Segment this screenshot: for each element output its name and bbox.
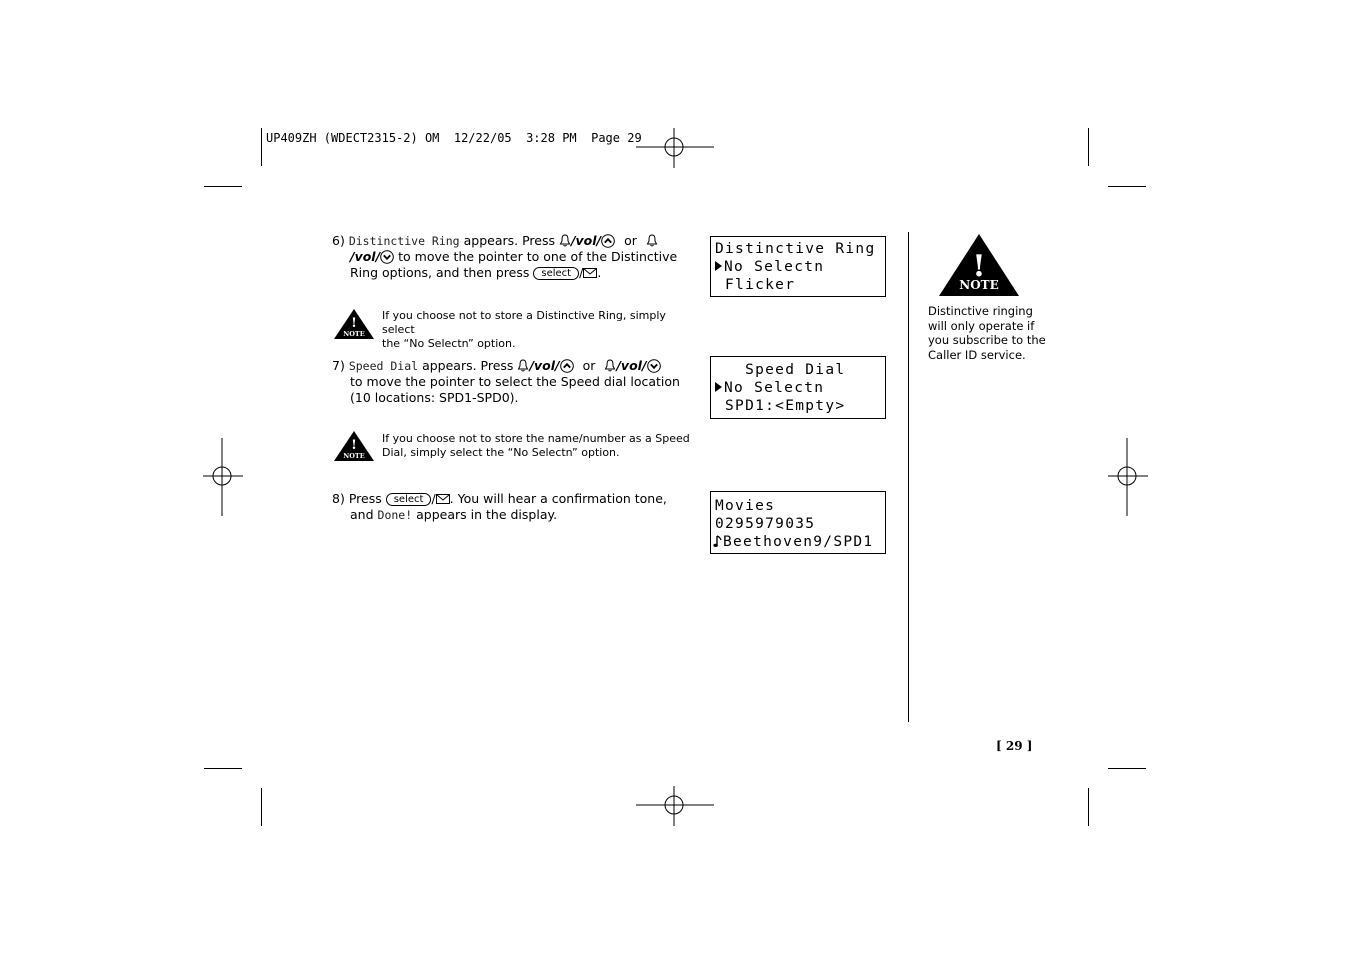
envelope-icon (583, 268, 597, 278)
svg-text:!: ! (351, 316, 357, 331)
step-text: appears. Press (463, 233, 555, 248)
lcd-row: Speed Dial (715, 362, 846, 378)
lcd-row: Beethoven9/SPD1 (711, 533, 885, 551)
down-arrow-circle-icon (647, 359, 661, 373)
sidebar-note-line: you subscribe to the (928, 333, 1046, 347)
step-text: to move the pointer to one of the Distinctive (398, 249, 678, 264)
vol-label: /vol/ (350, 249, 381, 264)
registration-mark-top (636, 128, 716, 168)
crop-mark (1088, 128, 1089, 166)
ringer-bell-icon (646, 234, 658, 247)
step-text: . You will hear a confirmation tone, (449, 491, 667, 506)
step-text: to move the pointer to select the Speed dial location (350, 374, 680, 389)
note-line: If you choose not to store a Distinctive Ring, simply select (382, 309, 666, 336)
slash: / (579, 265, 584, 280)
or-text: or (582, 358, 596, 373)
lcd-screen-distinctive-ring (710, 236, 886, 297)
vol-label: /vol/ (570, 233, 602, 248)
sidebar-note-line: Distinctive ringing (928, 304, 1033, 318)
music-note-icon (713, 534, 723, 548)
crop-mark (204, 768, 242, 769)
page-number: [ 29 ] (996, 739, 1033, 753)
crop-mark (261, 788, 262, 826)
registration-mark-bottom (636, 786, 716, 826)
step-text: appears. Press (422, 358, 514, 373)
lcd-screen-done (710, 491, 886, 554)
lcd-row: SPD1:<Empty> (715, 398, 846, 414)
column-divider (908, 232, 909, 722)
step-6 (332, 233, 702, 281)
crop-mark (261, 128, 262, 166)
print-slug: UP409ZH (WDECT2315-2) OM 12/22/05 3:28 PM Page 29 (266, 131, 642, 145)
select-button: select (533, 267, 579, 280)
step-text: appears in the display. (416, 507, 558, 522)
step-number: 7) (332, 358, 345, 373)
lcd-row: Distinctive Ring (715, 241, 876, 257)
lcd-row: Movies (715, 498, 776, 514)
note-warning-icon (333, 430, 375, 462)
note-speed-dial (382, 432, 702, 460)
up-arrow-circle-icon (560, 359, 574, 373)
lcd-row: 0295979035 (715, 516, 816, 532)
crop-mark (1088, 788, 1089, 826)
note-warning-icon (937, 232, 1021, 298)
sidebar-note-line: Caller ID service. (928, 347, 1026, 362)
step-text: (10 locations: SPD1-SPD0). (350, 390, 519, 405)
crop-mark (1108, 186, 1146, 187)
step-text: Ring options, and then press (350, 265, 530, 280)
svg-text:NOTE: NOTE (343, 452, 365, 460)
pointer-arrow-icon (715, 261, 722, 271)
period: . (597, 265, 602, 280)
registration-mark-right (1108, 438, 1148, 516)
lcd-row: Flicker (715, 277, 796, 293)
down-arrow-circle-icon (380, 250, 394, 264)
display-term: Distinctive Ring (348, 234, 460, 248)
lcd-row-selected: No Selectn (711, 379, 885, 397)
note-distinctive-ring (382, 309, 702, 351)
select-button: select (386, 493, 432, 506)
slash: / (431, 491, 436, 506)
svg-text:NOTE: NOTE (959, 278, 999, 292)
lcd-screen-speed-dial (710, 356, 886, 419)
lcd-row-selected: No Selectn (711, 258, 885, 276)
up-arrow-circle-icon (601, 234, 615, 248)
display-term: Speed Dial (348, 359, 419, 373)
ringer-bell-icon (559, 234, 571, 247)
crop-mark (1108, 768, 1146, 769)
sidebar-note-text (928, 304, 1058, 362)
sidebar-note-line: will only operate if (928, 318, 1035, 333)
step-8 (332, 491, 702, 523)
svg-text:!: ! (972, 249, 986, 284)
or-text: or (624, 233, 637, 248)
note-line: the “No Selectn” option. (382, 337, 516, 350)
note-line: If you choose not to store the name/number as a Speed (382, 432, 690, 445)
envelope-icon (436, 494, 450, 504)
vol-label: /vol/ (529, 358, 560, 373)
step-text: Press (348, 491, 382, 506)
display-term: Done! (377, 508, 413, 522)
step-text: and (350, 507, 374, 522)
step-7 (332, 358, 702, 406)
ringer-bell-icon (517, 359, 529, 372)
crop-mark (204, 186, 242, 187)
ringer-bell-icon (604, 359, 616, 372)
step-number: 8) (332, 491, 345, 506)
svg-text:!: ! (351, 438, 357, 453)
note-warning-icon (333, 308, 375, 340)
note-line: Dial, simply select the “No Selectn” option. (382, 446, 620, 459)
step-number: 6) (332, 233, 345, 248)
pointer-arrow-icon (715, 382, 722, 392)
registration-mark-left (203, 438, 243, 516)
svg-text:NOTE: NOTE (343, 330, 365, 338)
vol-label: /vol/ (616, 358, 647, 373)
